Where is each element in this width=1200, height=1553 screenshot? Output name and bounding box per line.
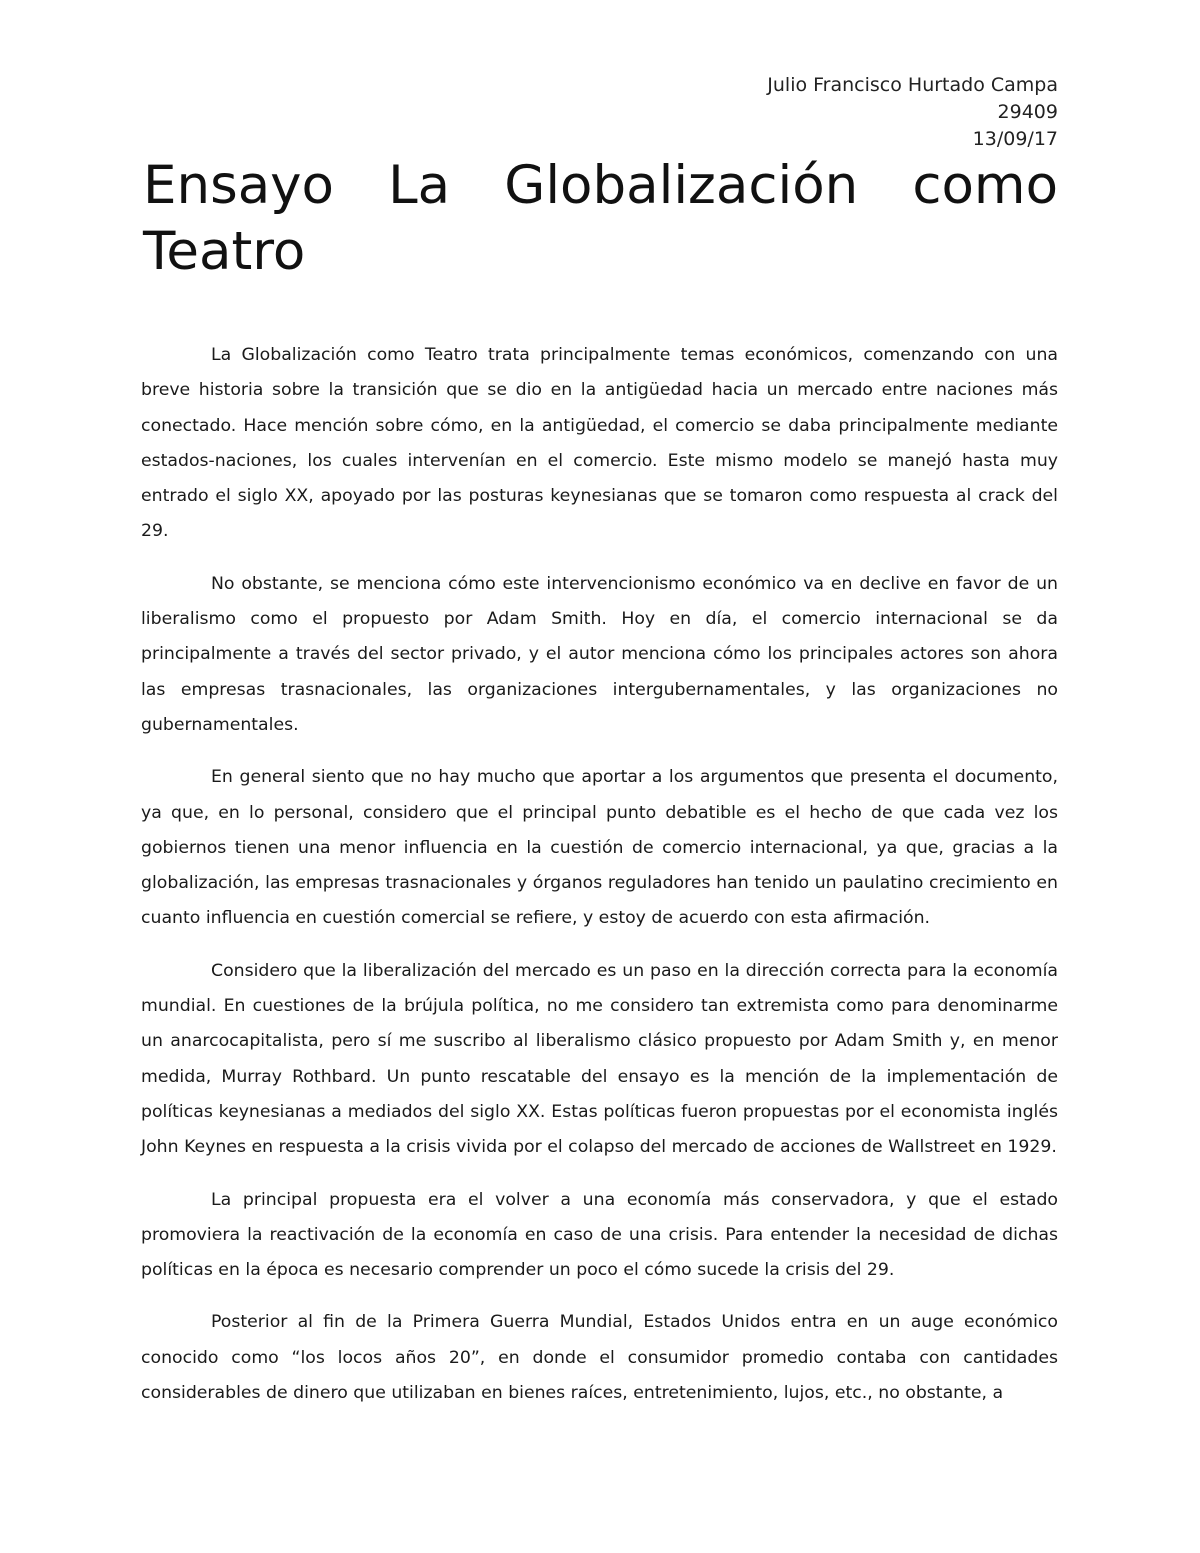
paragraph-6: Posterior al fin de la Primera Guerra Mundial, Estados Unidos entra en un auge económico conocido como “los locos años 20”, en donde el consumidor promedio contaba con cantidades considerables de dinero que utilizaban en bienes raíces, entretenimiento, lujos, etc., no obstante, a [141,1312,1058,1404]
document-title: Ensayo La Globalización como Teatro [143,155,1058,282]
paragraph-5: La principal propuesta era el volver a una economía más conservadora, y que el estado promoviera la reactivación de la economía en caso de una crisis. Para entender la necesidad de dichas políticas en la época es necesario comprender un poco el cómo sucede la crisis del 29. [141,1189,1058,1281]
student-id: 29409 [997,101,1058,123]
paragraph-4: Considero que la liberalización del mercado es un paso en la dirección correcta para la economía mundial. En cuestiones de la brújula política, no me considero tan extremista como para denominarme un anarcocapitalista, pero sí me suscribo al liberalismo clásico propuesto por Adam Smith y, en menor medida, Murray Rothbard. Un punto rescatable del ensayo es la mención de la implementación de políticas keynesianas a mediados del siglo XX. Estas políticas fueron propuestas por el economista inglés John Keynes en respuesta a la crisis vivida por el colapso del mercado de acciones de Wallstreet en 1929. [141,960,1058,1158]
author-name: Julio Francisco Hurtado Campa [767,74,1058,96]
document-header [767,72,1058,153]
paragraph-2: No obstante, se menciona cómo este intervencionismo económico va en declive en favor de un liberalismo como el propuesto por Adam Smith. Hoy en día, el comercio internacional se da principalmente a través del sector privado, y el autor menciona cómo los principales actores son ahora las empresas trasnacionales, las organizaciones intergubernamentales, y las organizaciones no gubernamentales. [141,573,1058,735]
document-date: 13/09/17 [972,128,1058,150]
document-body [141,338,1058,1428]
paragraph-3: En general siento que no hay mucho que aportar a los argumentos que presenta el documento, ya que, en lo personal, considero que el principal punto debatible es el hecho de que cada vez los gobiernos tienen una menor influencia en la cuestión de comercio internacional, ya que, gracias a la globalización, las empresas trasnacionales y órganos reguladores han tenido un paulatino crecimiento en cuanto influencia en cuestión comercial se refiere, y estoy de acuerdo con esta afirmación. [141,767,1058,929]
paragraph-1: La Globalización como Teatro trata principalmente temas económicos, comenzando con una breve historia sobre la transición que se dio en la antigüedad hacia un mercado entre naciones más conectado. Hace mención sobre cómo, en la antigüedad, el comercio se daba principalmente mediante estados-naciones, los cuales intervenían en el comercio. Este mismo modelo se manejó hasta muy entrado el siglo XX, apoyado por las posturas keynesianas que se tomaron como respuesta al crack del 29. [141,345,1058,542]
